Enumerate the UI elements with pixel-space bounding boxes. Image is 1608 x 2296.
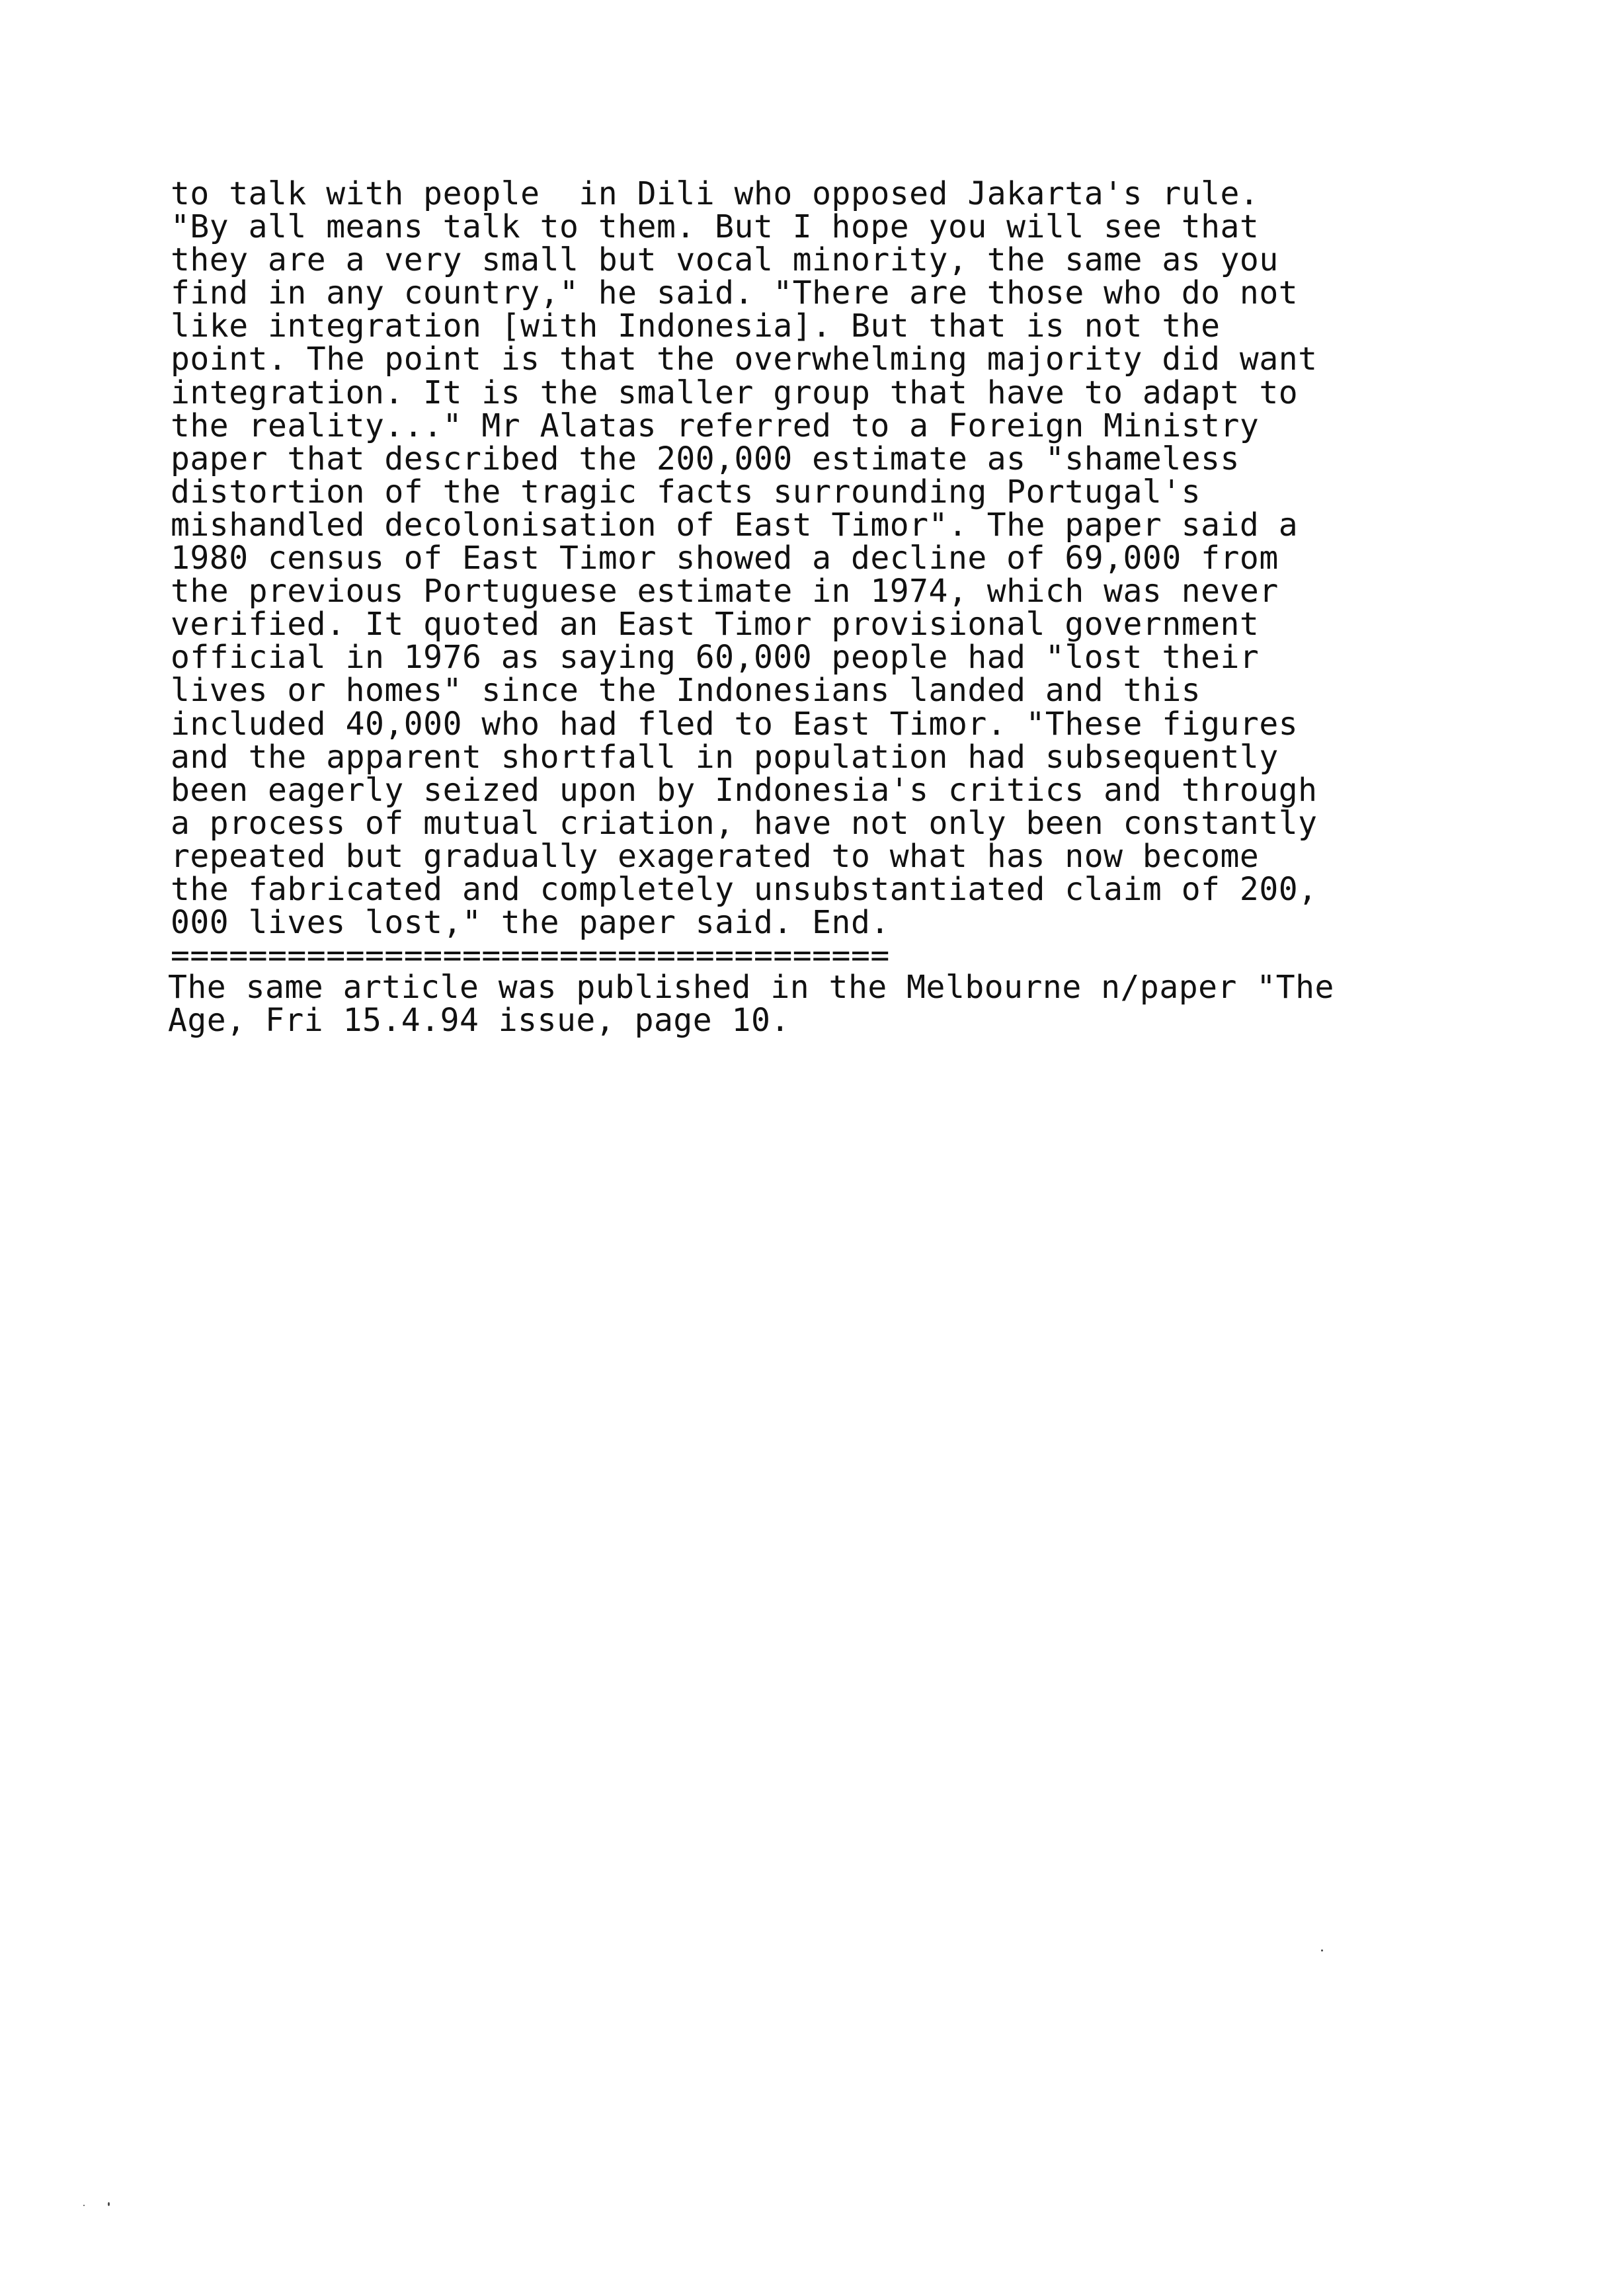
article-line: mishandled decolonisation of East Timor". The paper said a [171, 506, 1299, 544]
article-line: paper that described the 200,000 estimate as "shameless [171, 440, 1240, 477]
article-line: a process of mutual criation, have not only been constantly [171, 804, 1318, 842]
article-line: 1980 census of East Timor showed a decline of 69,000 from [171, 540, 1279, 577]
article-line: verified. It quoted an East Timor provisional government [171, 606, 1260, 643]
article-line: lives or homes" since the Indonesians landed and this [171, 672, 1201, 710]
article-line: find in any country," he said. "There are those who do not [171, 274, 1299, 312]
article-line: "By all means talk to them. But I hope you will see that [171, 208, 1260, 246]
article-body [171, 175, 1586, 975]
scan-speck [1321, 1949, 1323, 1951]
article-line: repeated but gradually exagerated to what has now become [171, 837, 1260, 875]
article-line: they are a very small but vocal minority, the same as you [171, 241, 1279, 279]
article-line: distortion of the tragic facts surrounding Portugal's [171, 473, 1201, 511]
article-line: been eagerly seized upon by Indonesia's critics and through [171, 771, 1318, 809]
scan-speck [108, 2202, 110, 2206]
note-line: Age, Fri 15.4.94 issue, page 10. [168, 1002, 790, 1040]
separator-line: ===================================== [171, 937, 890, 975]
article-line: the reality..." Mr Alatas referred to a Foreign Ministry [171, 407, 1260, 444]
note-line: The same article was published in the Melbourne n/paper "The [168, 969, 1334, 1006]
article-line: 000 lives lost," the paper said. End. [171, 904, 890, 942]
article-line: and the apparent shortfall in population had subsequently [171, 738, 1279, 776]
article-line: like integration [with Indonesia]. But that is not the [171, 308, 1221, 345]
article-line: integration. It is the smaller group that have to adapt to [171, 374, 1299, 411]
scan-speck [83, 2205, 85, 2206]
article-line: official in 1976 as saying 60,000 people had "lost their [171, 639, 1260, 676]
article-line: the fabricated and completely unsubstantiated claim of 200, [171, 870, 1318, 908]
publication-note [168, 969, 1596, 1040]
article-line: to talk with people in Dili who opposed Jakarta's rule. [171, 175, 1260, 212]
article-line: the previous Portuguese estimate in 1974, which was never [171, 573, 1279, 610]
article-line: point. The point is that the overwhelming majority did want [171, 341, 1318, 378]
article-line: included 40,000 who had fled to East Timor. "These figures [171, 705, 1299, 743]
